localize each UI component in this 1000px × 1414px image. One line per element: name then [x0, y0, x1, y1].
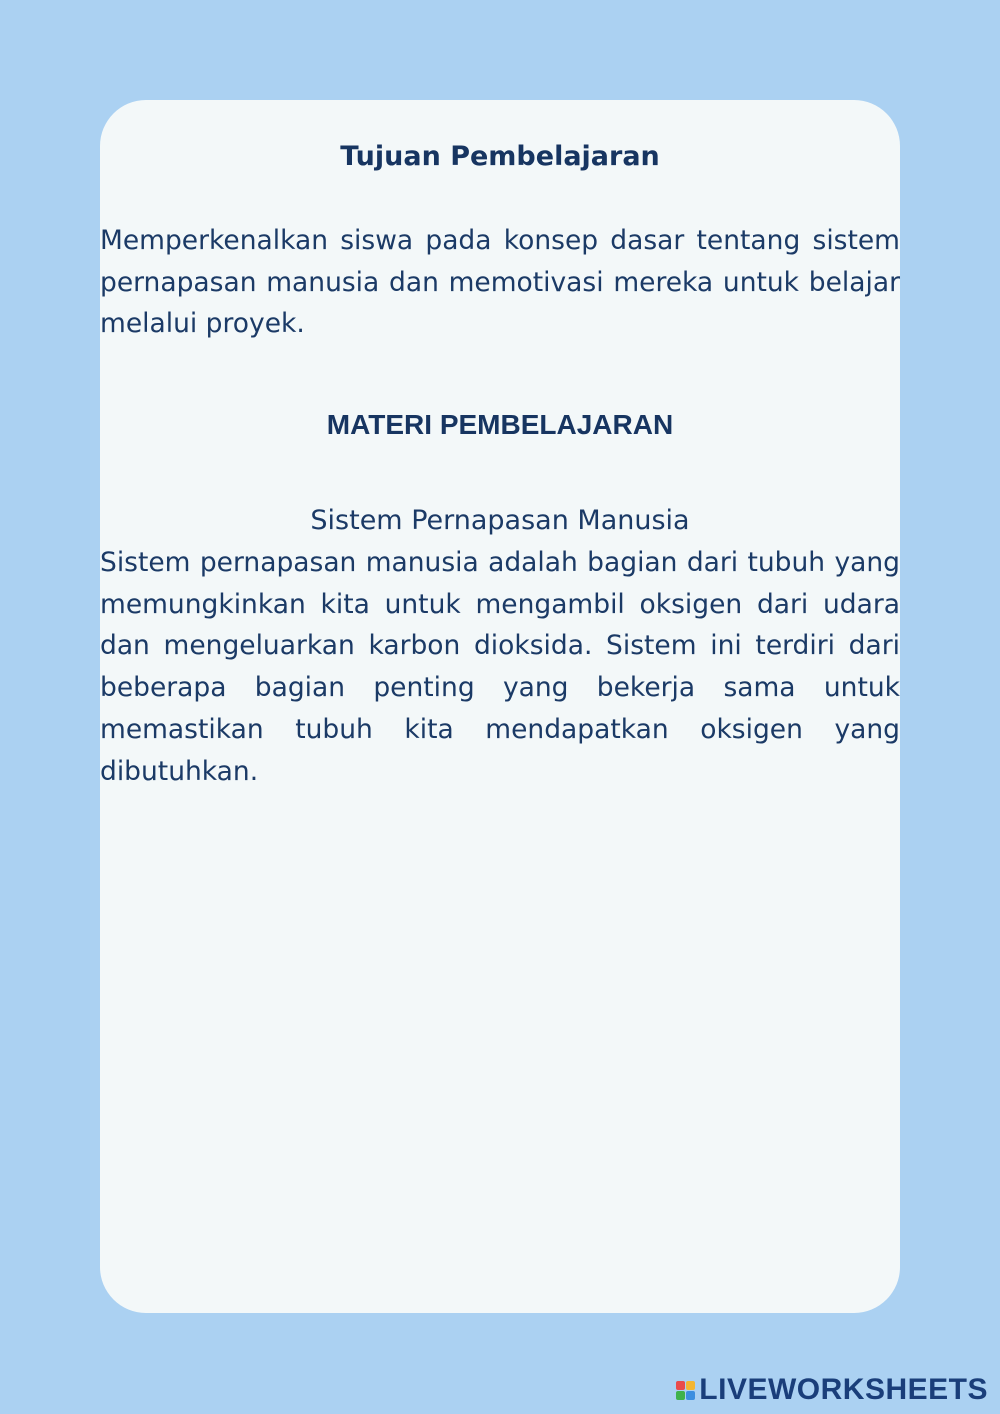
logo-text: LIVEWORKSHEETS — [699, 1373, 988, 1406]
logo-square-3 — [676, 1391, 685, 1400]
learning-objectives-heading: Tujuan Pembelajaran — [340, 141, 660, 172]
liveworksheets-logo-icon — [676, 1381, 695, 1400]
logo-square-1 — [676, 1381, 685, 1390]
liveworksheets-logo[interactable] — [676, 1372, 988, 1408]
learning-materials-subheading: Sistem Pernapasan Manusia — [310, 505, 690, 536]
learning-materials-heading: MATERI PEMBELAJARAN — [326, 409, 674, 440]
logo-square-2 — [686, 1381, 695, 1390]
learning-objectives-text: Memperkenalkan siswa pada konsep dasar tentang sistem pernapasan manusia dan memotivasi mereka untuk belajar melalui proyek. — [100, 225, 900, 340]
logo-square-4 — [686, 1391, 695, 1400]
learning-materials-text: Sistem pernapasan manusia adalah bagian dari tubuh yang memungkinkan kita untuk mengambil oksigen dari udara dan mengeluarkan karbon dioksida. Sistem ini terdiri dari beberapa bagian penting yang bekerja sama untuk memastikan tubuh kita mendapatkan oksigen yang dibutuhkan. — [100, 547, 900, 787]
